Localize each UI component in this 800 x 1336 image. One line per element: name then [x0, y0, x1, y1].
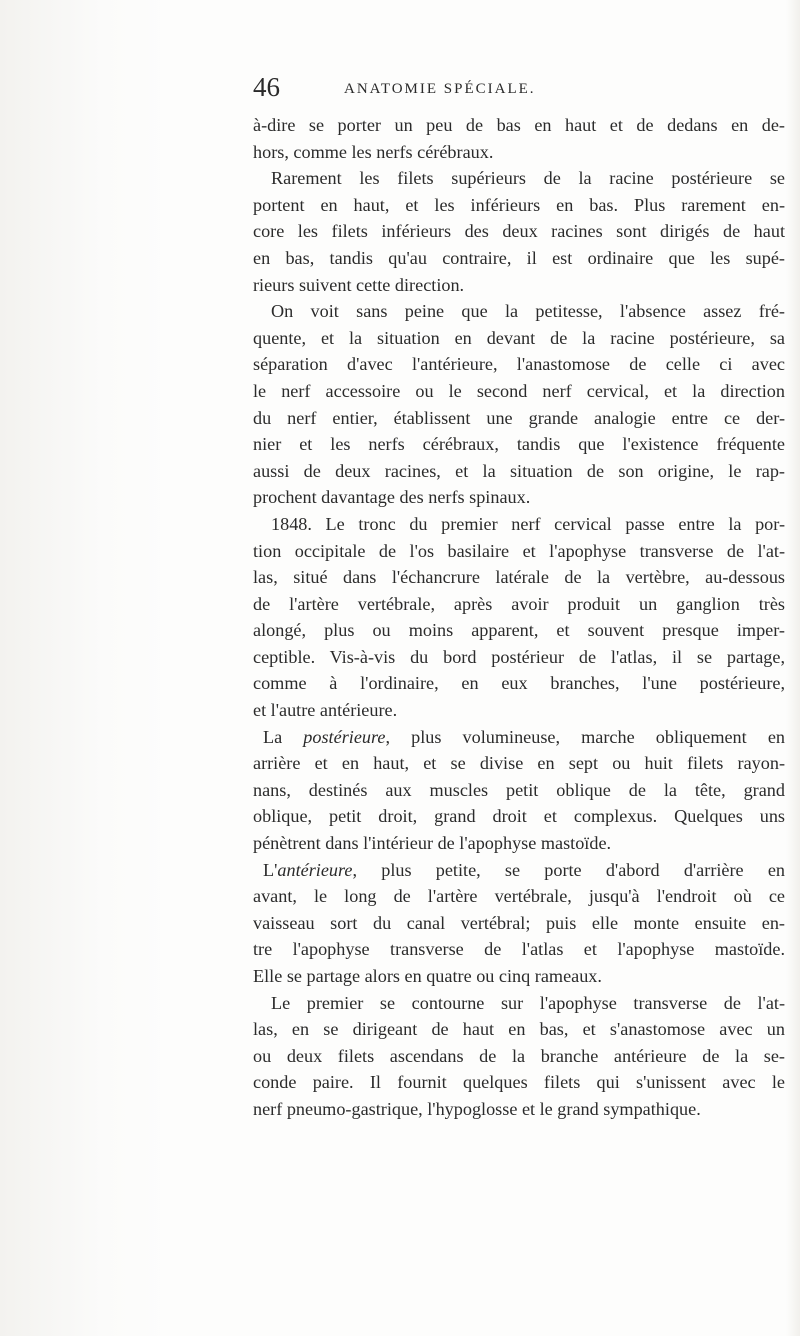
text-line: arrière et en haut, et se divise en sept ou huit filets rayon- [253, 753, 785, 774]
text-line: oblique, petit droit, grand droit et complexus. Quelques uns [253, 806, 785, 827]
running-title: ANATOMIE SPÉCIALE. [344, 81, 536, 97]
text-line: hors, comme les nerfs cérébraux. [253, 141, 494, 162]
text-line: 1848. Le tronc du premier nerf cervical passe entre la por- [271, 513, 785, 534]
text-line: tre l'apophyse transverse de l'atlas et l'apophyse mastoïde. [253, 939, 785, 960]
text-line-prefix: L' [263, 859, 278, 880]
text-line: nans, destinés aux muscles petit oblique de la tête, grand [253, 779, 785, 800]
text-line: pénètrent dans l'intérieur de l'apophyse mastoïde. [253, 833, 612, 854]
text-line: aussi de deux racines, et la situation de son origine, le rap- [253, 460, 785, 481]
text-line: comme à l'ordinaire, en eux branches, l'une postérieure, [253, 673, 785, 694]
text-line: conde paire. Il fournit quelques filets qui s'unissent avec le [253, 1072, 785, 1093]
italic-term: postérieure [303, 726, 386, 747]
text-line: séparation d'avec l'antérieure, l'anastomose de celle ci avec [253, 354, 785, 375]
italic-term: antérieure [277, 859, 353, 880]
text-line: las, situé dans l'échancrure latérale de la vertèbre, au-dessous [253, 567, 785, 588]
text-line-suffix: , plus volumineuse, marche obliquement en [385, 726, 785, 747]
text-line: ou deux filets ascendans de la branche antérieure de la se- [253, 1045, 785, 1066]
text-line-suffix: , plus petite, se porte d'abord d'arrière en [352, 859, 785, 880]
text-line-italic-lead [253, 724, 785, 751]
text-line: vaisseau sort du canal vertébral; puis elle monte ensuite en- [253, 912, 785, 933]
text-line: alongé, plus ou moins apparent, et souvent presque imper- [253, 620, 785, 641]
text-line: nerf pneumo-gastrique, l'hypoglosse et le grand sympathique. [253, 1098, 701, 1119]
text-line: portent en haut, et les inférieurs en bas. Plus rarement en- [253, 194, 785, 215]
text-line: core les filets inférieurs des deux racines sont dirigés de haut [253, 221, 785, 242]
text-line: en bas, tandis qu'au contraire, il est ordinaire que les supé- [253, 247, 785, 268]
body-text [253, 112, 785, 1123]
page-edge [786, 0, 800, 1336]
text-line: rieurs suivent cette direction. [253, 274, 465, 295]
text-line: avant, le long de l'artère vertébrale, jusqu'à l'endroit où ce [253, 886, 785, 907]
text-line-prefix: La [263, 726, 304, 747]
text-line: Le premier se contourne sur l'apophyse transverse de l'at- [271, 992, 785, 1013]
text-line: le nerf accessoire ou le second nerf cervical, et la direction [253, 380, 785, 401]
text-line: à-dire se porter un peu de bas en haut et de dedans en de- [253, 115, 785, 135]
text-line: On voit sans peine que la petitesse, l'absence assez fré- [271, 301, 785, 322]
text-line: Elle se partage alors en quatre ou cinq rameaux. [253, 966, 602, 986]
text-line: quente, et la situation en devant de la racine postérieure, sa [253, 327, 785, 348]
text-line: et l'autre antérieure. [253, 700, 398, 721]
text-line: du nerf entier, établissent une grande analogie entre ce der- [253, 407, 785, 428]
text-line: nier et les nerfs cérébraux, tandis que l'existence fréquente [253, 434, 785, 455]
text-line-italic-lead [253, 857, 785, 884]
text-line: de l'artère vertébrale, après avoir produit un ganglion très [253, 593, 785, 614]
page-number: 46 [253, 72, 280, 102]
binding-shadow [0, 0, 170, 1336]
text-line: prochent davantage des nerfs spinaux. [253, 487, 531, 508]
text-line: ceptible. Vis-à-vis du bord postérieur de l'atlas, il se partage, [253, 646, 785, 667]
text-line: las, en se dirigeant de haut en bas, et s'anastomose avec un [253, 1019, 785, 1040]
text-line: Rarement les filets supérieurs de la racine postérieure se [271, 168, 785, 189]
running-head [253, 70, 785, 110]
text-line: tion occipitale de l'os basilaire et l'apophyse transverse de l'at- [253, 540, 785, 561]
